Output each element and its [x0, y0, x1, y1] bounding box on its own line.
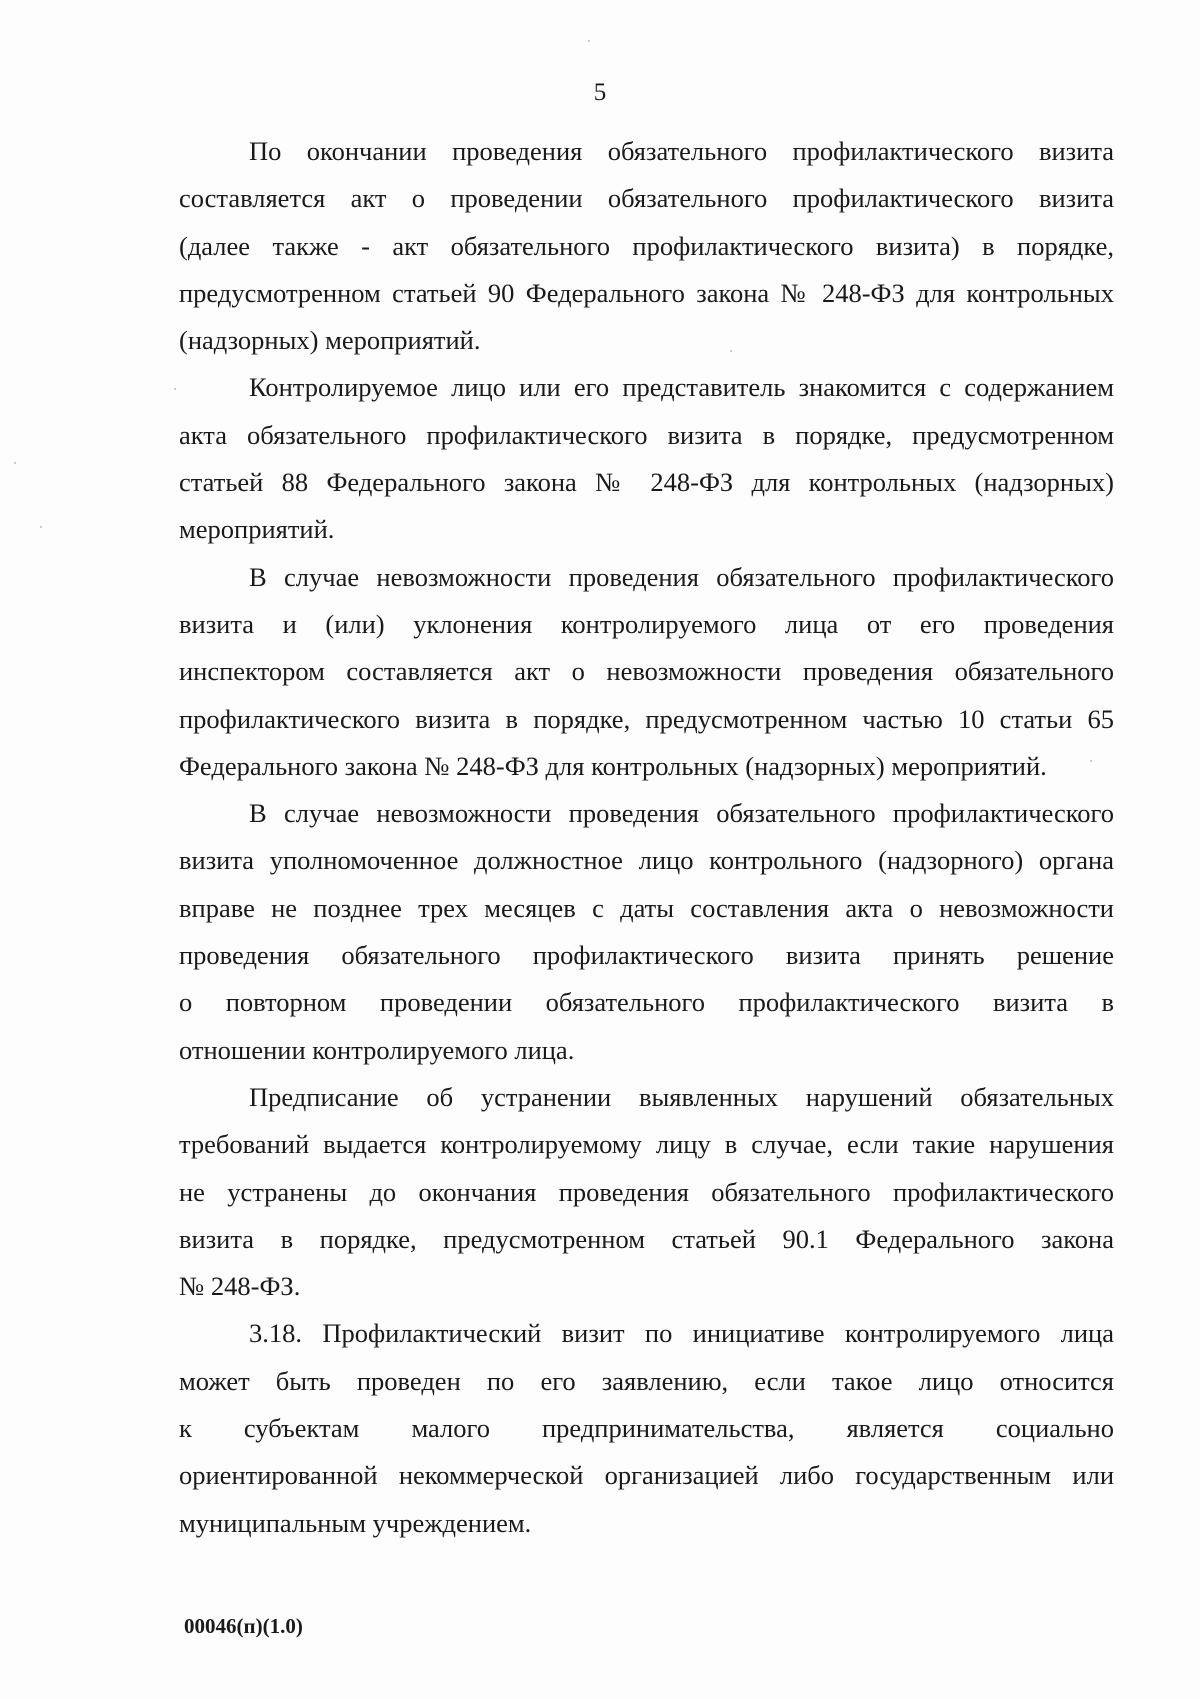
paragraph [179, 790, 1114, 1074]
text-line: вправе не позднее трех месяцев с даты составления акта о невозможности [179, 892, 1114, 923]
text-line: Федерального закона № 248-ФЗ для контрольных (надзорных) мероприятий. [179, 750, 1047, 781]
scan-speck [588, 40, 590, 42]
text-line: статьей 88 Федерального закона № 248-ФЗ для контрольных (надзорных) [179, 467, 1114, 498]
text-line: требований выдается контролируемому лицу в случае, если такие нарушения [179, 1129, 1114, 1160]
paragraph [179, 364, 1114, 553]
text-line: не устранены до окончания проведения обязательного профилактического [179, 1176, 1114, 1207]
document-body [179, 128, 1114, 1547]
text-line: о повторном проведении обязательного профилактического визита в [179, 987, 1114, 1018]
text-line: Предписание об устранении выявленных нарушений обязательных [249, 1081, 1114, 1112]
scan-speck [730, 350, 732, 352]
text-line: профилактического визита в порядке, предусмотренном частью 10 статьи 65 [179, 703, 1114, 734]
text-line: может быть проведен по его заявлению, если такое лицо относится [179, 1365, 1114, 1396]
text-line: ориентированной некоммерческой организацией либо государственным или [179, 1460, 1114, 1491]
paragraph [179, 554, 1114, 790]
scan-speck [1090, 760, 1092, 762]
paragraph [179, 1074, 1114, 1310]
scan-speck [40, 526, 42, 528]
paragraph [179, 128, 1114, 364]
scan-speck [14, 462, 16, 464]
text-line: визита уполномоченное должностное лицо контрольного (надзорного) органа [179, 845, 1114, 876]
text-line: 3.18. Профилактический визит по инициативе контролируемого лица [249, 1318, 1114, 1349]
text-line: мероприятий. [179, 514, 335, 545]
text-line: составляется акт о проведении обязательного профилактического визита [179, 183, 1114, 214]
text-line: предусмотренном статьей 90 Федерального закона № 248-ФЗ для контрольных [179, 277, 1114, 308]
text-line: отношении контролируемого лица. [179, 1034, 575, 1065]
document-code: 00046(п)(1.0) [184, 1614, 303, 1638]
text-line: проведения обязательного профилактического визита принять решение [179, 940, 1114, 971]
text-line: к субъектам малого предпринимательства, является социально [179, 1413, 1114, 1444]
text-line: Контролируемое лицо или его представитель знакомится с содержанием [249, 372, 1114, 403]
text-line: (надзорных) мероприятий. [179, 325, 481, 356]
text-line: (далее также - акт обязательного профилактического визита) в порядке, [179, 230, 1114, 261]
text-line: По окончании проведения обязательного профилактического визита [249, 136, 1114, 166]
text-line: инспектором составляется акт о невозможности проведения обязательного [179, 656, 1114, 687]
text-line: визита в порядке, предусмотренном статьей 90.1 Федерального закона [179, 1223, 1114, 1254]
scan-speck [174, 388, 176, 390]
text-line: визита и (или) уклонения контролируемого лица от его проведения [179, 608, 1114, 639]
text-line: № 248-ФЗ. [179, 1271, 301, 1302]
page-number: 5 [593, 79, 607, 106]
text-line: муниципальным учреждением. [179, 1507, 532, 1538]
text-line: акта обязательного профилактического визита в порядке, предусмотренном [179, 419, 1114, 450]
text-line: В случае невозможности проведения обязательного профилактического [249, 798, 1114, 829]
text-line: В случае невозможности проведения обязательного профилактического [249, 561, 1114, 592]
paragraph [179, 1310, 1114, 1546]
